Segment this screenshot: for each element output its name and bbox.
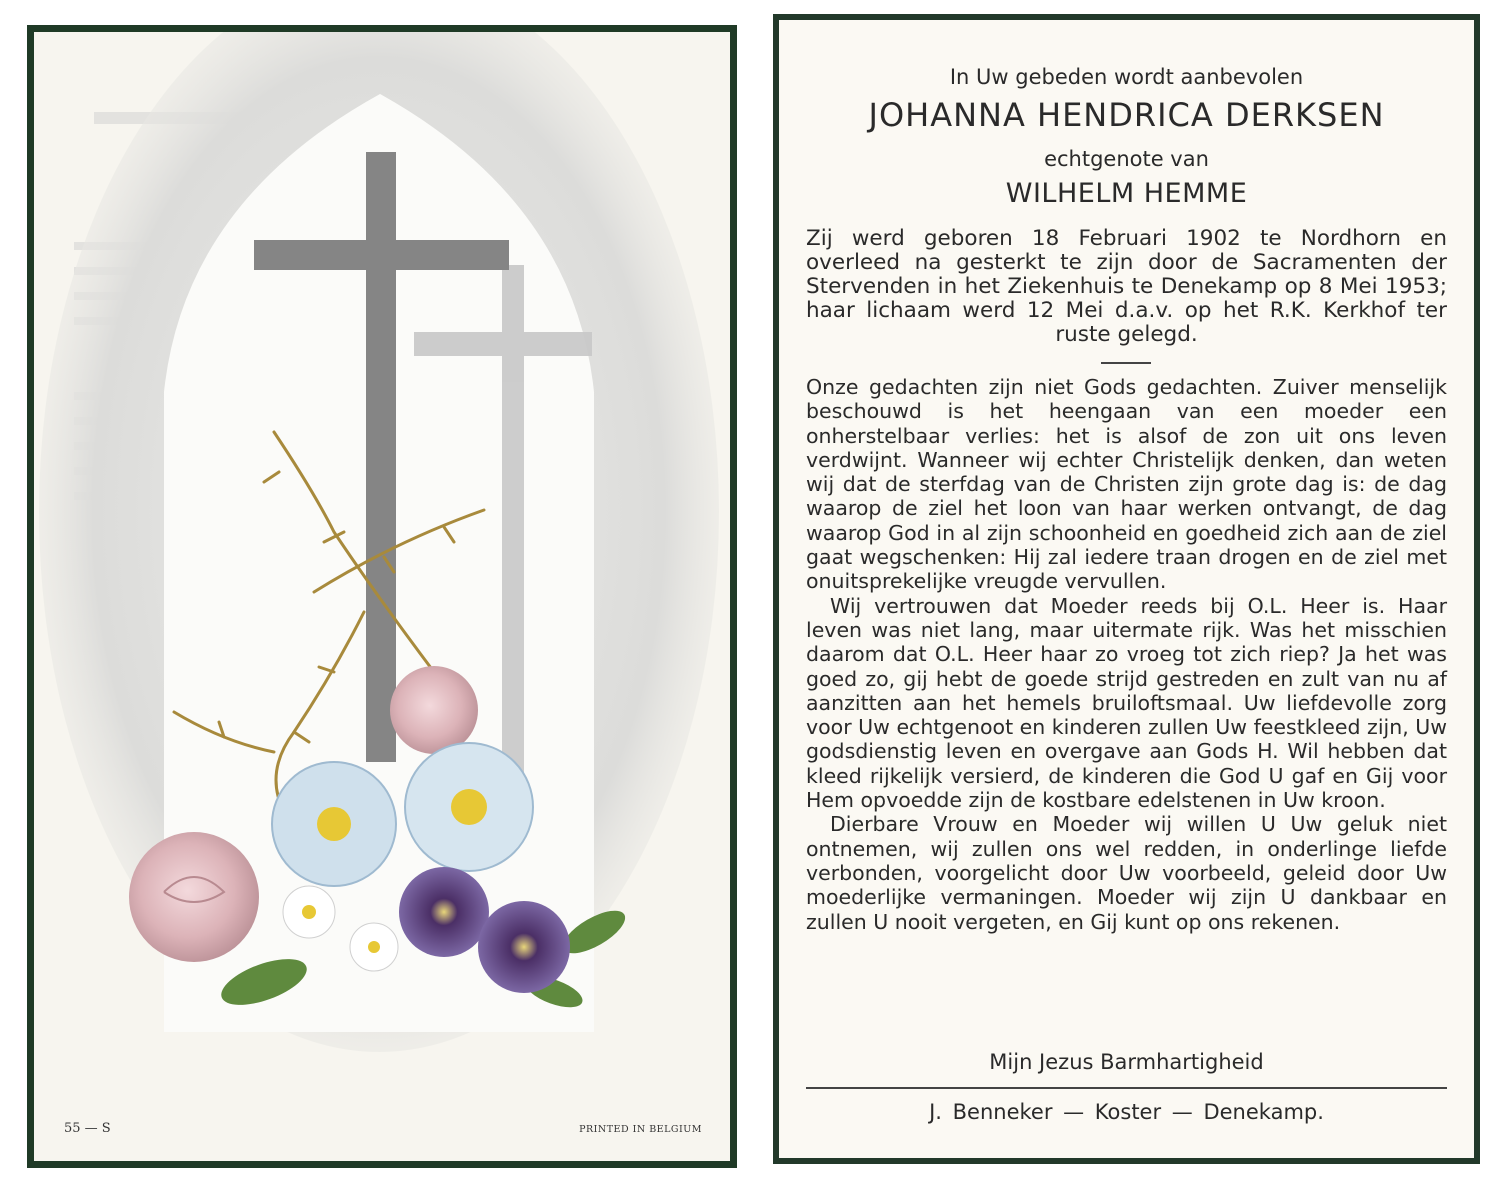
series-code: 55 — S [64, 1121, 111, 1136]
intro-line: In Uw gebeden wordt aanbevolen [949, 65, 1304, 89]
biography: Zij werd geboren 18 Februari 1902 te Nordhorn en overleed na gesterkt te zijn door de Sacramenten der Stervenden in het Ziekenhuis te Denekamp op 8 Mei 1953; haar lichaam werd 12 Mei d.a.v. op het R.K. Kerkhof ter ruste gelegd. [806, 226, 1447, 347]
right-card-face [779, 20, 1474, 1158]
paragraph-1: Onze gedachten zijn niet Gods gedachten. Zuiver menselijk beschouwd is het heengaan van een moeder een onherstelbaar verlies: het is alsof de zon uit ons leven verdwijnt. Wanneer wij echter Christelijk denken, dan weten wij dat de sterfdag van de Christen zijn grote dag is: de dag waarop de ziel het loon van haar werken ontvangt, de dag waarop God in al zijn schoonheid en goedheid zich aan de ziel gaat wegschenken: Hij zal iedere traan drogen en de ziel met onuitsprekelijke vreugde vervullen. [806, 375, 1447, 594]
blue-daisy-right [405, 743, 533, 871]
long-divider [806, 1087, 1447, 1089]
left-card-face [34, 32, 730, 1161]
paragraph-3: Dierbare Vrouw en Moeder wij willen U Uw geluk niet ontnemen, wij zullen ons wel redden, in onderlinge liefde verbonden, voorgelicht door Uw voorbeeld, geleid door Uw moederlijke vermaningen. Moeder wij zijn U dankbaar en zullen U nooit vergeten, en Gij kunt op ons rekenen. [806, 812, 1447, 934]
short-divider [1101, 362, 1151, 364]
spouse-name: WILHELM HEMME [1005, 178, 1248, 209]
left-card [27, 25, 737, 1168]
right-card [773, 14, 1480, 1164]
memorial-illustration [34, 32, 730, 1161]
printed-in-label: PRINTED IN BELGIUM [579, 1124, 702, 1135]
spouse-label: echtgenote van [1044, 147, 1209, 171]
closing-prayer: Mijn Jezus Barmhartigheid [989, 1050, 1264, 1074]
purple-pansy-left [399, 867, 489, 957]
paragraph-2: Wij vertrouwen dat Moeder reeds bij O.L. Heer is. Haar leven was niet lang, maar uitermate rijk. Was het misschien daarom dat O.L. Heer haar zo vroeg tot zich riep? Ja het was goed zo, gij hebt de goede strijd gestreden en zult van nu af aanzitten aan het hemels bruiloftsmaal. Uw liefdevolle zorg voor Uw echtgenoot en kinderen zullen Uw feestkleed zijn, Uw godsdienstig leven en overgave aan Gods H. Wil hebben dat kleed rijkelijk versierd, de kinderen die God U gaf en Gij voor Hem opvoedde zijn de kostbare edelstenen in Uw kroon. [806, 593, 1448, 813]
printer-line: J. Benneker — Koster — Denekamp. [929, 1100, 1324, 1124]
purple-pansy-right [478, 901, 570, 993]
small-pink-rose [390, 666, 478, 754]
blue-daisy-left [272, 762, 396, 886]
large-pink-rose [129, 832, 259, 962]
memorial-text [806, 375, 1447, 934]
deceased-name: JOHANNA HENDRICA DERKSEN [868, 96, 1385, 134]
